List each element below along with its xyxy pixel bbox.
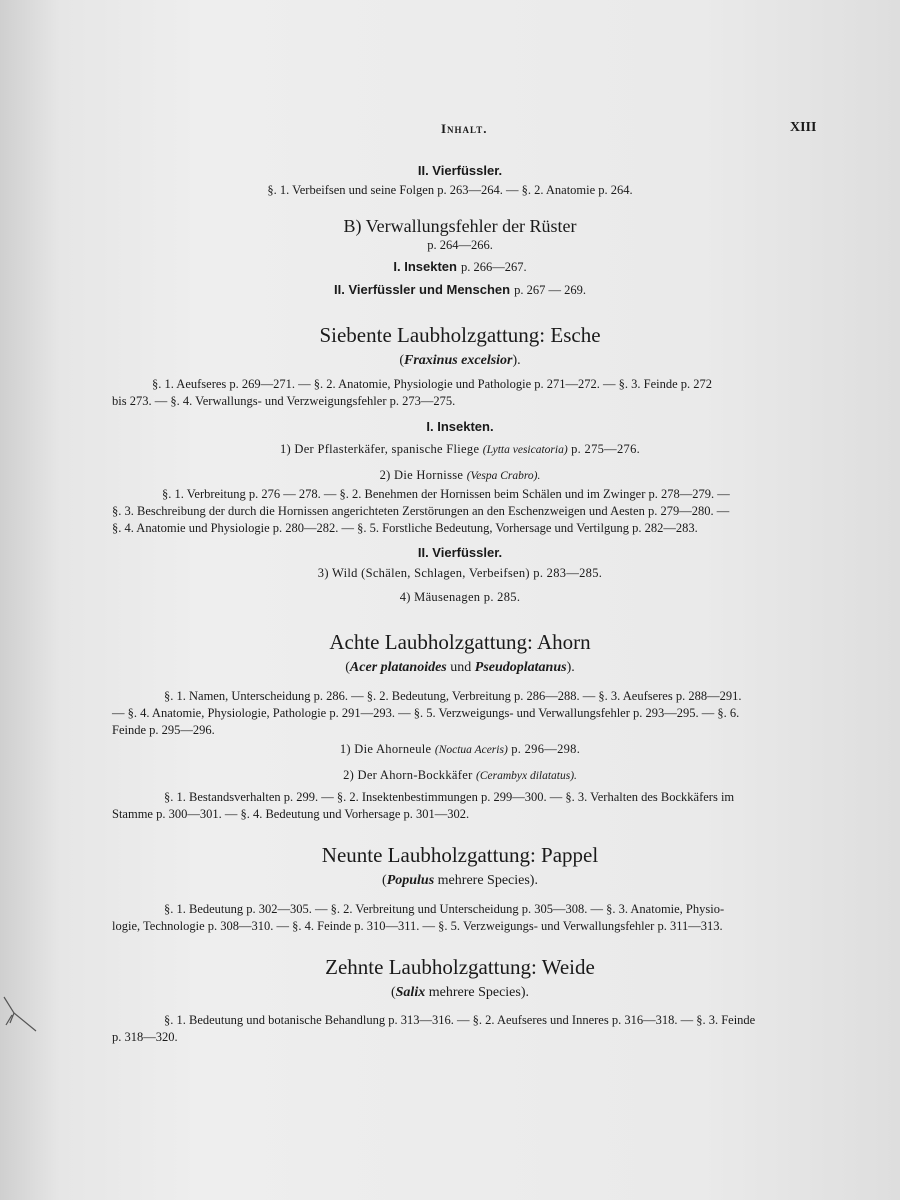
paren: ( — [345, 660, 350, 675]
section-heading: B) Verwallungsfehler der Rüster — [343, 216, 577, 236]
item-text: 1) Die Ahorneule — [339, 742, 432, 756]
toc-line: §. 1. Bedeutung und botanische Behandlung p. 313—316. — §. 2. Aeufseres und Inneres p. 316—318. — §. 3. Feinde — [164, 1013, 756, 1027]
latin-binomial: Acer platanoides — [349, 660, 447, 675]
item-latin: (Noctua Aceris) — [434, 744, 508, 756]
toc-line: §. 3. Beschreibung der durch die Hornissen angerichteten Zerstörungen an den Eschenzweigen und Aesten p. 279—280. — — [112, 504, 730, 518]
paper-fiber-mark — [0, 995, 40, 1035]
chapter-heading: Siebente Laubholzgattung: Esche — [319, 323, 601, 347]
toc-line: Feinde p. 295—296. — [112, 723, 215, 737]
chapter-heading: Neunte Laubholzgattung: Pappel — [321, 843, 599, 867]
latin-genus: Populus — [386, 873, 435, 888]
toc-item: 3) Wild (Schälen, Schlagen, Verbeifsen) p. 283—285. — [317, 566, 603, 580]
toc-paragraph — [112, 789, 810, 823]
item-latin: (Cerambyx dilatatus). — [475, 770, 577, 782]
toc-line: §. 1. Namen, Unterscheidung p. 286. — §. 2. Bedeutung, Verbreitung p. 286—288. — §. 3. Aeufseres p. 288—291. — [164, 689, 742, 703]
item-text: 2) Der Ahorn-Bockkäfer — [343, 768, 473, 782]
subsection-pages: p. 266—267. — [460, 260, 527, 274]
toc-line: §. 1. Bestandsverhalten p. 299. — §. 2. Insektenbestimmungen p. 299—300. — §. 3. Verhalten des Bockkäfers im — [164, 790, 735, 804]
latin-name — [110, 660, 810, 676]
page-number: XIII — [790, 120, 817, 135]
subsection-title: I. Insekten. — [426, 419, 494, 434]
subsection-title: I. Insekten — [393, 259, 457, 274]
toc-item — [110, 768, 810, 783]
toc-item — [110, 468, 810, 483]
latin-binomial: Pseudoplatanus — [474, 660, 567, 675]
toc-paragraph — [112, 688, 810, 739]
item-text: 2) Die Hornisse — [379, 468, 464, 482]
latin-name: (Fraxinus excelsior). — [399, 353, 521, 368]
item-pages: p. 275—276. — [571, 442, 641, 456]
subsection-pages: p. 267 — 269. — [514, 283, 586, 297]
toc-item: 4) Mäusenagen p. 285. — [399, 590, 521, 604]
item-latin: (Vespa Crabro). — [466, 470, 541, 482]
toc-line: §. 1. Aeufseres p. 269—271. — §. 2. Anatomie, Physiologie und Pathologie p. 271—272. — §. 3. Feinde p. 272 — [152, 377, 713, 391]
item-text: 1) Der Pflasterkäfer, spanische Fliege — [279, 442, 480, 456]
toc-paragraph — [112, 901, 810, 935]
subsection-title: II. Vierfüssler und Menschen — [334, 282, 511, 297]
toc-line: §. 1. Verbreitung p. 276 — 278. — §. 2. Benehmen der Hornissen beim Schälen und im Zwinger p. 278—279. — — [162, 487, 730, 501]
toc-item — [110, 742, 810, 757]
latin-genus: Salix — [395, 985, 426, 1000]
subsection-line — [110, 281, 810, 299]
subsection-title: II. Vierfüssler. — [417, 163, 503, 178]
toc-paragraph — [112, 486, 810, 537]
subsection-title: II. Vierfüssler. — [417, 545, 503, 560]
toc-line: — §. 4. Anatomie, Physiologie, Pathologie p. 291—293. — §. 5. Verzweigungs- und Verwallungsfehler p. 293—295. — §. 6. — [112, 706, 740, 720]
item-pages: p. 296—298. — [511, 742, 581, 756]
toc-entry: §. 1. Verbeifsen und seine Folgen p. 263—264. — §. 2. Anatomie p. 264. — [267, 183, 633, 197]
toc-line: logie, Technologie p. 308—310. — §. 4. Feinde p. 310—311. — §. 5. Verzweigungs- und Verwallungsfehler p. 311—313. — [112, 919, 723, 933]
subsection-line — [110, 258, 810, 276]
chapter-heading: Achte Laubholzgattung: Ahorn — [329, 630, 591, 654]
latin-name: (Populus mehrere Species). — [382, 873, 538, 888]
chapter-heading: Zehnte Laubholzgattung: Weide — [325, 955, 595, 979]
toc-line: p. 318—320. — [112, 1030, 178, 1044]
running-head-title: Inhalt. — [441, 121, 488, 136]
toc-paragraph — [112, 376, 810, 410]
toc-line: Stamme p. 300—301. — §. 4. Bedeutung und Vorhersage p. 301—302. — [112, 807, 470, 821]
conjunction: und — [450, 660, 472, 675]
section-pages: p. 264—266. — [427, 238, 493, 252]
toc-line: §. 4. Anatomie und Physiologie p. 280—282. — §. 5. Forstliche Bedeutung, Vorhersage und Vertilgung p. 282—283. — [112, 521, 698, 535]
latin-rest: mehrere Species). — [437, 873, 538, 888]
toc-paragraph — [112, 1012, 810, 1046]
item-latin: (Lytta vesicatoria) — [482, 444, 568, 456]
toc-line: bis 273. — §. 4. Verwallungs- und Verzweigungsfehler p. 273—275. — [112, 394, 456, 408]
toc-line: §. 1. Bedeutung p. 302—305. — §. 2. Verbreitung und Unterscheidung p. 305—308. — §. 3. Anatomie, Physio- — [164, 902, 725, 916]
latin-binomial: Fraxinus excelsior — [403, 353, 513, 368]
paren: ). — [566, 660, 575, 675]
latin-rest: mehrere Species). — [428, 985, 530, 1000]
toc-item — [110, 442, 810, 457]
latin-name: (Salix mehrere Species). — [390, 985, 530, 1000]
